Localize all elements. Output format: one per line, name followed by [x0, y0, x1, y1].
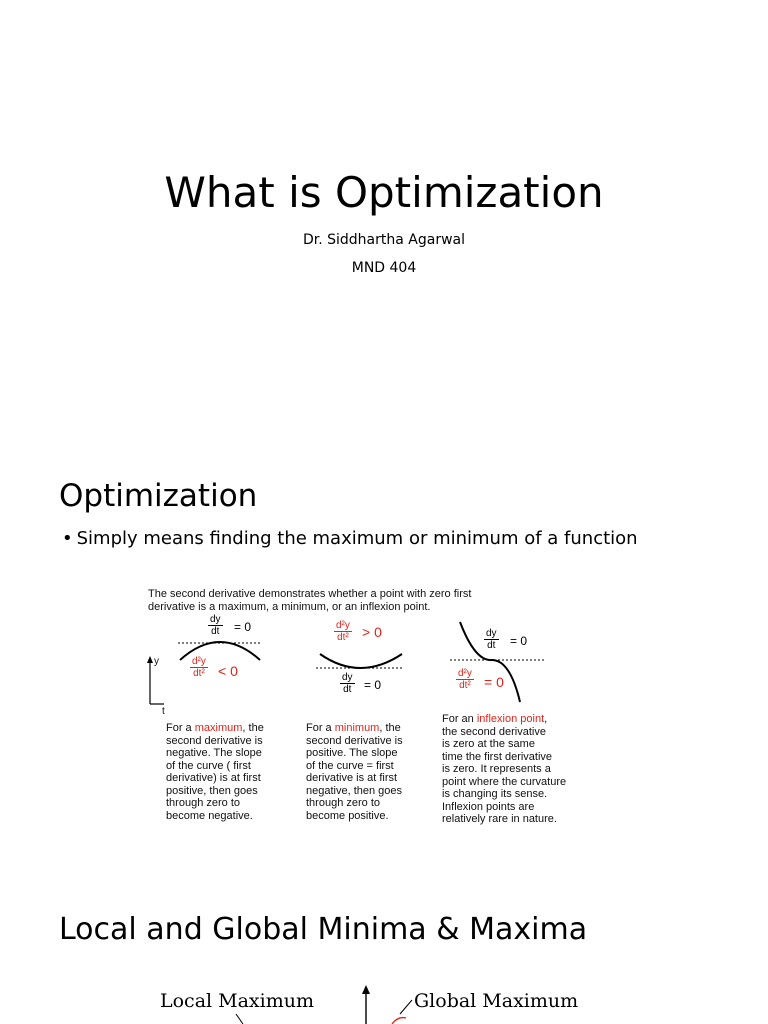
min-desc-post: , the — [379, 722, 401, 734]
min-eq2-den: dt — [343, 684, 352, 695]
infl-eq1-fraction — [484, 628, 499, 651]
infl-desc-line: time the first derivative — [442, 750, 553, 763]
infl-eq2-num: d²y — [458, 668, 472, 679]
min-eq1-rhs: > 0 — [362, 624, 382, 640]
local-maximum-label: Local Maximum — [160, 990, 314, 1012]
infl-desc-line: point where the curvature — [442, 775, 567, 788]
graph-y-axis-arrow — [362, 985, 370, 994]
max-desc-key: maximum — [194, 722, 243, 734]
course-code: MND 404 — [351, 260, 417, 276]
axis-y-label: y — [154, 656, 159, 667]
min-eq2-num: dy — [342, 672, 353, 683]
max-eq2-rhs: < 0 — [218, 663, 238, 679]
min-desc-line: through zero to — [306, 797, 380, 809]
infl-eq1-num: dy — [486, 628, 497, 639]
infl-eq2-rhs: = 0 — [484, 674, 504, 690]
max-eq1-den: dt — [211, 626, 220, 637]
min-desc-line: negative, then goes — [306, 784, 403, 797]
author-name: Dr. Siddhartha Agarwal — [302, 232, 466, 248]
local-global-heading: Local and Global Minima & Maxima — [59, 912, 588, 947]
figure-caption-line1: The second derivative demonstrates whether a point with zero first — [148, 588, 472, 600]
infl-desc-line: Inflexion points are — [442, 800, 535, 813]
min-desc-line: positive. The slope — [306, 747, 398, 759]
min-eq2-fraction — [340, 672, 355, 695]
infl-eq1-den: dt — [487, 640, 496, 651]
min-eq1-num: d²y — [336, 620, 350, 631]
infl-desc-line: relatively rare in nature. — [442, 813, 557, 825]
max-eq2-den: dt² — [193, 668, 205, 679]
bullet-marker: • — [62, 528, 73, 549]
max-desc-line: of the curve ( first — [166, 759, 251, 772]
inflexion-description — [442, 713, 592, 826]
global-max-marker — [392, 1018, 406, 1024]
min-eq1-den: dt² — [337, 632, 349, 643]
max-desc-line: positive, then goes — [166, 784, 258, 797]
max-desc-post: , the — [242, 722, 264, 734]
infl-eq2-den: dt² — [459, 680, 471, 691]
max-desc-line: second derivative is — [166, 734, 263, 747]
max-eq1-fraction — [208, 614, 223, 637]
y-axis-arrow — [147, 656, 153, 663]
slide-title: What is Optimization — [164, 168, 604, 217]
infl-desc-post: , — [544, 713, 548, 725]
global-max-pointer — [400, 1000, 412, 1014]
infl-desc-line: is changing its sense. — [442, 788, 548, 800]
second-derivative-figure — [140, 584, 600, 834]
infl-desc-line: is zero at the same — [442, 738, 535, 750]
min-desc-line: derivative is at first — [306, 772, 398, 784]
min-desc-line: second derivative is — [306, 734, 403, 747]
max-description — [166, 722, 296, 822]
infl-desc-line: the second derivative — [442, 725, 546, 738]
local-max-pointer — [236, 1014, 243, 1024]
max-desc-line: negative. The slope — [166, 747, 262, 759]
max-eq1-num: dy — [210, 614, 221, 625]
min-desc-line: become positive. — [306, 809, 389, 822]
min-desc-pre: For a — [306, 722, 335, 734]
min-eq1-fraction — [334, 620, 352, 643]
max-desc-line: become negative. — [166, 809, 253, 822]
max-eq2-fraction — [190, 656, 208, 679]
min-desc-line: of the curve = first — [306, 759, 394, 772]
bullet-text: Simply means finding the maximum or minimum of a function — [76, 528, 638, 549]
optimization-heading: Optimization — [59, 478, 258, 514]
axis-t-label: t — [162, 706, 165, 717]
min-eq2-rhs: = 0 — [364, 678, 382, 692]
max-desc-line: derivative) is at first — [166, 772, 261, 784]
infl-eq2-fraction — [456, 668, 474, 691]
max-eq1-rhs: = 0 — [234, 620, 252, 634]
max-desc-line: through zero to — [166, 797, 240, 809]
min-curve — [320, 654, 402, 668]
min-description — [306, 722, 436, 822]
global-maximum-label: Global Maximum — [414, 990, 579, 1012]
figure-caption-line2: derivative is a maximum, a minimum, or an inflexion point. — [148, 601, 431, 613]
min-desc-key: minimum — [334, 722, 380, 734]
max-desc-pre: For a — [166, 722, 195, 734]
infl-desc-line: is zero. It represents a — [442, 763, 551, 775]
infl-desc-pre: For an — [442, 713, 477, 725]
infl-eq1-rhs: = 0 — [510, 634, 528, 648]
infl-desc-key: inflexion point — [476, 713, 545, 725]
max-eq2-num: d²y — [192, 656, 206, 667]
bullet-item — [62, 528, 638, 549]
